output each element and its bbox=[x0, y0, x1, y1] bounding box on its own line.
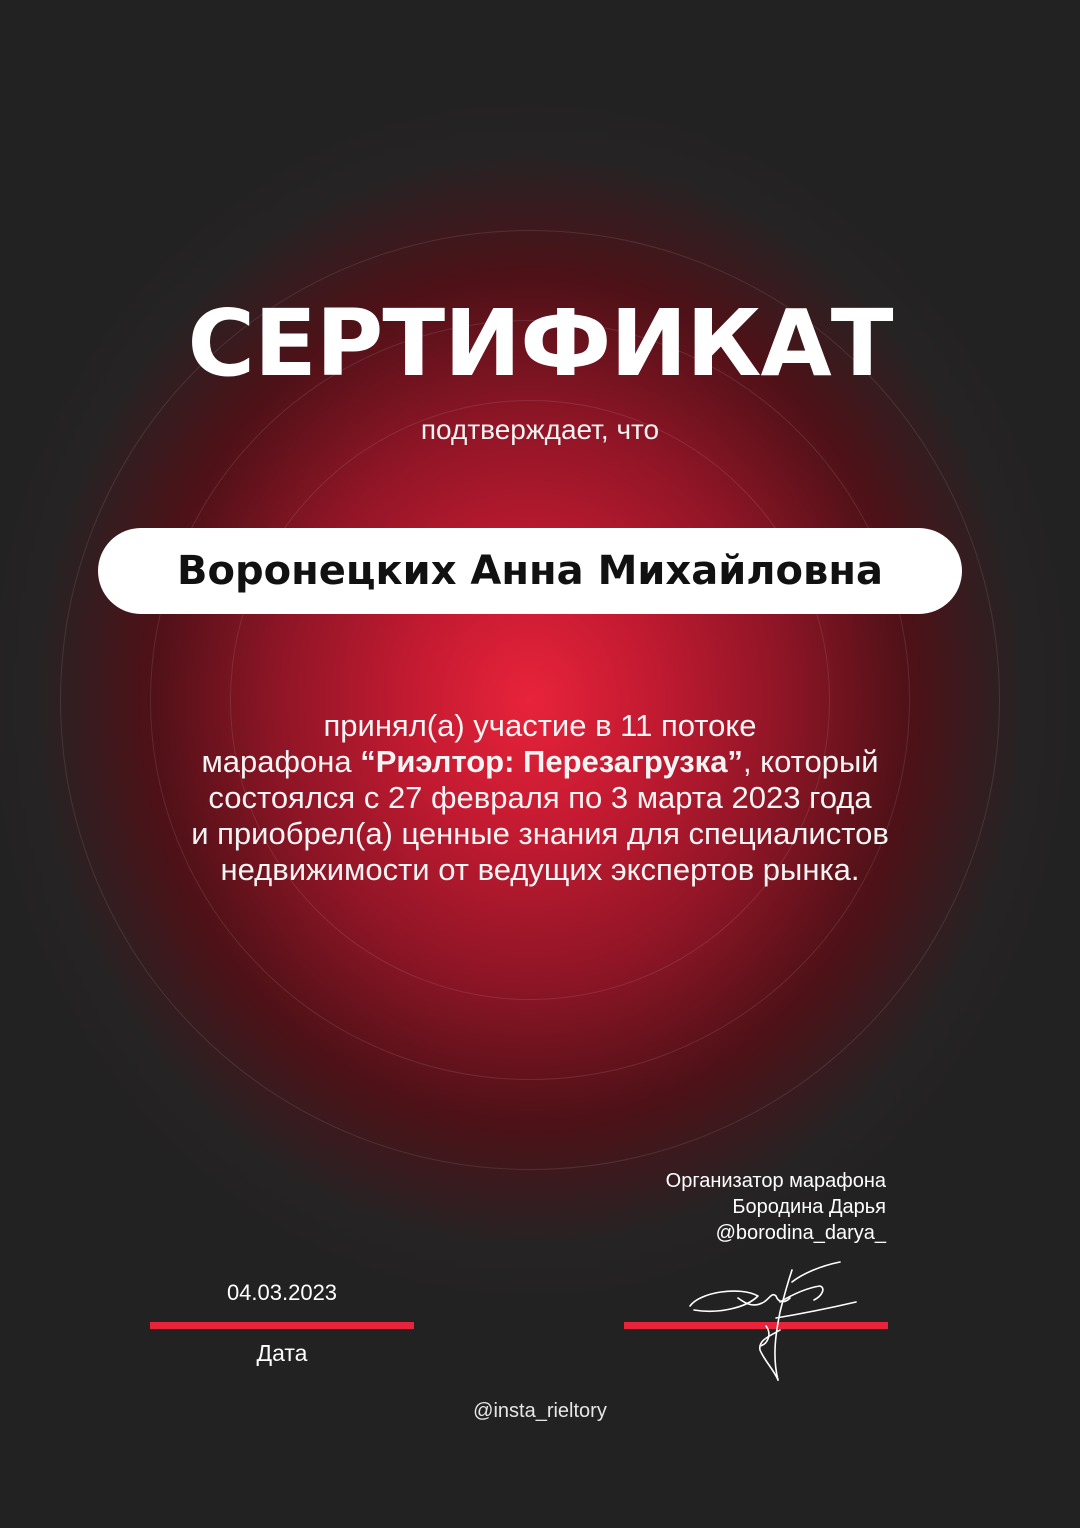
recipient-name: Воронецких Анна Михайловна bbox=[177, 548, 883, 594]
certificate-subtitle: подтверждает, что bbox=[420, 414, 660, 445]
body-text-segment: , который bbox=[742, 744, 879, 779]
marathon-name: “Риэлтор: Перезагрузка” bbox=[360, 744, 743, 779]
certificate-body bbox=[60, 708, 1020, 888]
date-value: 04.03.2023 bbox=[226, 1280, 338, 1305]
recipient-name-box bbox=[98, 528, 962, 614]
date-label: Дата bbox=[256, 1340, 308, 1366]
signature-image bbox=[680, 1252, 860, 1388]
organizer-handle: @borodina_darya_ bbox=[715, 1222, 886, 1244]
body-line bbox=[60, 744, 1020, 780]
body-line: принял(а) участие в 11 потоке bbox=[323, 708, 757, 743]
organizer-name: Бородина Дарья bbox=[732, 1196, 886, 1218]
date-underline bbox=[150, 1322, 414, 1329]
decorative-ring bbox=[230, 400, 830, 1000]
footer-handle: @insta_rieltory bbox=[473, 1400, 607, 1422]
body-line: состоялся с 27 февраля по 3 марта 2023 года bbox=[208, 780, 872, 815]
body-line: недвижимости от ведущих экспертов рынка. bbox=[220, 852, 860, 887]
body-line: и приобрел(а) ценные знания для специалистов bbox=[191, 816, 889, 851]
body-text-segment: марафона bbox=[201, 744, 361, 779]
organizer-role: Организатор марафона bbox=[665, 1170, 886, 1192]
organizer-block bbox=[526, 1168, 886, 1246]
certificate-title: СЕРТИФИКАТ bbox=[187, 290, 893, 397]
